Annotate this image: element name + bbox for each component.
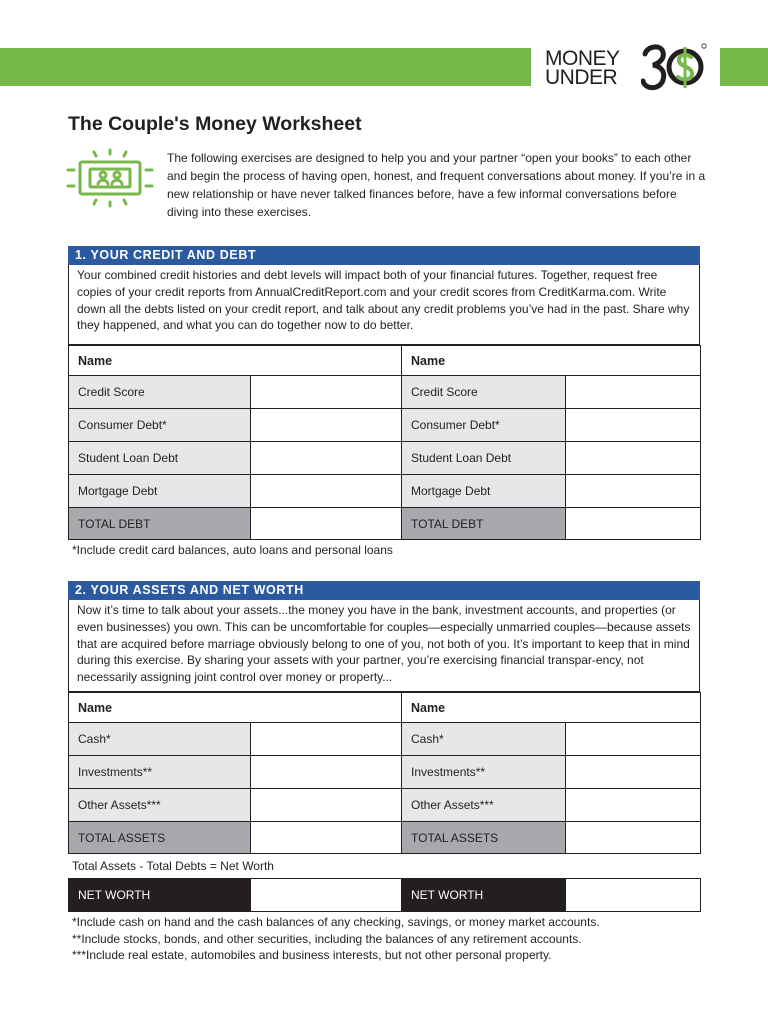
- logo-word-under: UNDER: [545, 66, 618, 89]
- credit-debt-table: [68, 345, 701, 540]
- partner-1-name-label: Name: [69, 346, 402, 376]
- consumer-debt-label: Consumer Debt*: [402, 409, 566, 442]
- table-row: [69, 442, 701, 475]
- partner-2-name-label: Name: [402, 693, 701, 723]
- table-row: [69, 508, 701, 540]
- partner-1-net-worth-field[interactable]: [251, 879, 402, 912]
- table-row: [69, 822, 701, 854]
- logo-30-mark: [641, 40, 707, 96]
- partner-2-total-debt-field[interactable]: [566, 508, 701, 540]
- cash-label: Cash*: [402, 723, 566, 756]
- footnote-other-assets: ***Include real estate, automobiles and business interests, but not other personal property.: [72, 948, 552, 962]
- other-assets-label: Other Assets***: [69, 789, 251, 822]
- investments-label: Investments**: [69, 756, 251, 789]
- partner-2-credit-score-field[interactable]: [566, 376, 701, 409]
- student-loan-debt-label: Student Loan Debt: [69, 442, 251, 475]
- partner-2-other-assets-field[interactable]: [566, 789, 701, 822]
- money-bill-icon: [66, 148, 156, 208]
- credit-score-label: Credit Score: [402, 376, 566, 409]
- net-worth-label: NET WORTH: [402, 879, 566, 912]
- page-title: The Couple's Money Worksheet: [68, 113, 362, 135]
- table-row: [69, 475, 701, 508]
- partner-1-total-assets-field[interactable]: [251, 822, 402, 854]
- table-row: [69, 346, 701, 376]
- footnote-investments: **Include stocks, bonds, and other securities, including the balances of any retirement accounts.: [72, 932, 582, 946]
- assets-table: [68, 692, 701, 854]
- credit-score-label: Credit Score: [69, 376, 251, 409]
- partner-2-consumer-debt-field[interactable]: [566, 409, 701, 442]
- table-row: [69, 693, 701, 723]
- mortgage-debt-label: Mortgage Debt: [402, 475, 566, 508]
- money-under-30-logo: [545, 40, 710, 98]
- partner-1-consumer-debt-field[interactable]: [251, 409, 402, 442]
- table-row: [69, 409, 701, 442]
- cash-label: Cash*: [69, 723, 251, 756]
- partner-2-name-label: Name: [402, 346, 701, 376]
- partner-2-student-loan-field[interactable]: [566, 442, 701, 475]
- partner-2-net-worth-field[interactable]: [566, 879, 701, 912]
- investments-label: Investments**: [402, 756, 566, 789]
- partner-2-cash-field[interactable]: [566, 723, 701, 756]
- student-loan-debt-label: Student Loan Debt: [402, 442, 566, 475]
- table-row: [69, 376, 701, 409]
- partner-1-name-label: Name: [69, 693, 402, 723]
- other-assets-label: Other Assets***: [402, 789, 566, 822]
- section-1-description: Your combined credit histories and debt levels will impact both of your financial futures. Together, request free copies of your credit reports from AnnualCreditReport.com and your credit scores from CreditKarma.com. Write down all the debts listed on your credit report, and talk about any credit problems you’ve had in the past. Share why they happened, and what you can do together now to do better.: [68, 265, 700, 345]
- table-row: [69, 879, 701, 912]
- total-debt-label: TOTAL DEBT: [69, 508, 251, 540]
- partner-2-investments-field[interactable]: [566, 756, 701, 789]
- intro-paragraph: The following exercises are designed to help you and your partner “open your books” to each other and begin the process of having open, honest, and frequent conversations about money. If you’re in a new relationship or have never talked finances before, have a few informal conversations before diving into these exercises.: [167, 151, 706, 219]
- section-1-header: 1. YOUR CREDIT AND DEBT: [68, 246, 700, 265]
- net-worth-formula: Total Assets - Total Debts = Net Worth: [72, 859, 274, 873]
- net-worth-table: [68, 878, 701, 912]
- partner-1-total-debt-field[interactable]: [251, 508, 402, 540]
- partner-1-mortgage-field[interactable]: [251, 475, 402, 508]
- partner-1-credit-score-field[interactable]: [251, 376, 402, 409]
- partner-1-other-assets-field[interactable]: [251, 789, 402, 822]
- total-debt-label: TOTAL DEBT: [402, 508, 566, 540]
- partner-1-student-loan-field[interactable]: [251, 442, 402, 475]
- consumer-debt-label: Consumer Debt*: [69, 409, 251, 442]
- mortgage-debt-label: Mortgage Debt: [69, 475, 251, 508]
- partner-2-total-assets-field[interactable]: [566, 822, 701, 854]
- total-assets-label: TOTAL ASSETS: [402, 822, 566, 854]
- header-green-bar-right: [720, 48, 768, 86]
- footnote-cash: *Include cash on hand and the cash balances of any checking, savings, or money market accounts.: [72, 915, 600, 929]
- partner-1-cash-field[interactable]: [251, 723, 402, 756]
- table-row: [69, 723, 701, 756]
- header-green-bar: [0, 48, 531, 86]
- table-row: [69, 789, 701, 822]
- partner-2-mortgage-field[interactable]: [566, 475, 701, 508]
- partner-1-investments-field[interactable]: [251, 756, 402, 789]
- logo-word-money: MONEY: [545, 47, 620, 70]
- total-assets-label: TOTAL ASSETS: [69, 822, 251, 854]
- net-worth-label: NET WORTH: [69, 879, 251, 912]
- section-2-description: Now it’s time to talk about your assets...the money you have in the bank, investment accounts, and properties (or even businesses) you own. This can be uncomfortable for couples—especially unmarried couples—because assets that are acquired before marriage obviously belong to one of you, not both of you. It’s important to keep that in mind during this exercise. By sharing your assets with your partner, you’re exercising financial transpar-ency, not necessarily assigning joint control over money or property...: [68, 600, 700, 692]
- section-2-header: 2. YOUR ASSETS AND NET WORTH: [68, 581, 700, 600]
- table-row: [69, 756, 701, 789]
- section-1-footnote: *Include credit card balances, auto loans and personal loans: [72, 543, 393, 557]
